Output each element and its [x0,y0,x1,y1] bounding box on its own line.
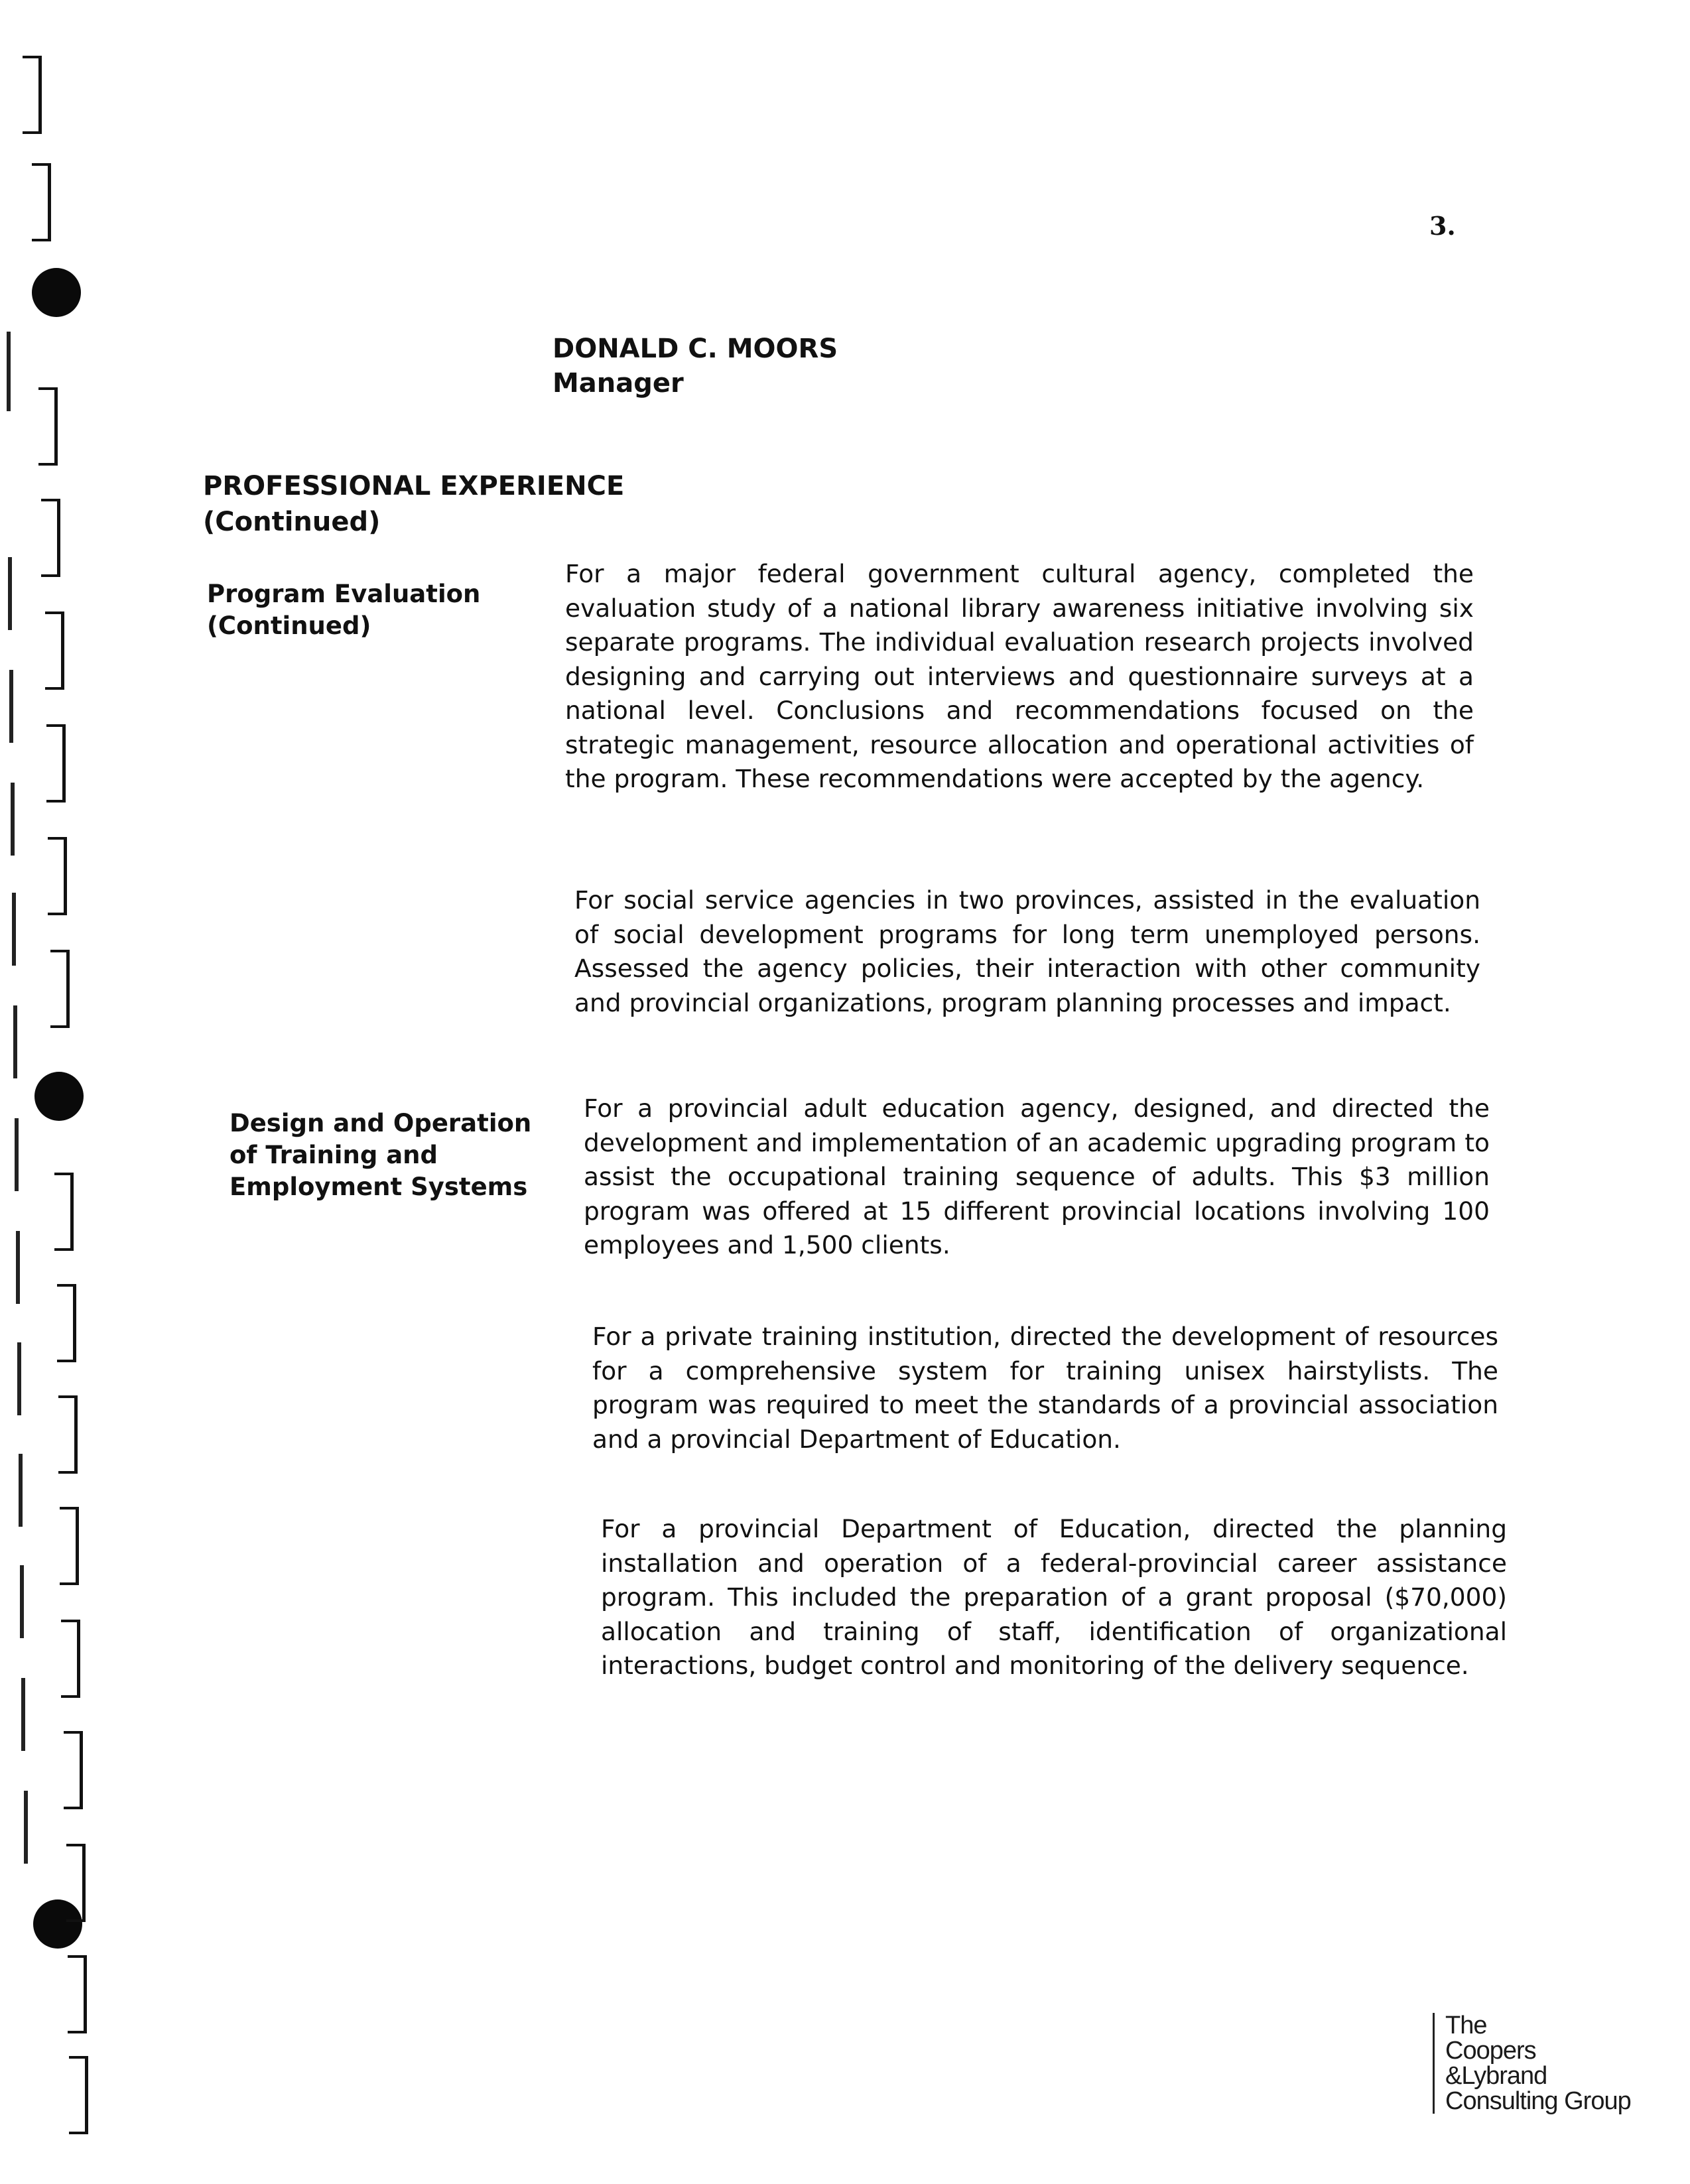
experience-paragraph: For a private training institution, directed the development of resources for a comprehensive system for training unisex hairstylists. The program was required to meet the standards of a provincial association and a provincial Department of Education. [592,1322,1498,1454]
section-title: PROFESSIONAL EXPERIENCE [203,471,625,501]
subsection-label-line: Design and Operation [229,1109,532,1137]
person-header [552,332,838,401]
person-name: DONALD C. MOORS [552,334,838,364]
page-number: 3. [1429,211,1456,241]
subsection-label-training-systems [229,1108,531,1203]
margin-tick [24,1791,28,1864]
margin-bracket [58,1395,78,1474]
margin-bracket [38,387,58,466]
margin-bracket [61,1620,80,1698]
margin-bracket [32,163,51,241]
experience-paragraph: For a major federal government cultural agency, completed the evaluation study of a national library awareness initiative involving six separate programs. The individual evaluation research projects involved designing and carrying out interviews and questionnaire surveys at a national level. Conclusions and recommendations focused on the strategic management, resource allocation and operational activities of the program. These recommendations were accepted by the agency. [565,559,1474,793]
margin-bracket [57,1284,76,1362]
margin-tick [19,1454,23,1527]
margin-tick [21,1678,25,1751]
logo-line: Consulting Group [1445,2087,1631,2115]
margin-bracket [23,56,42,134]
margin-tick [9,670,13,743]
subsection-label-line: (Continued) [207,611,371,640]
margin-tick [7,332,11,411]
logo-line: The [1445,2012,1487,2039]
margin-tick [13,1005,17,1078]
margin-bracket [54,1173,74,1251]
binder-hole-middle [34,1072,84,1121]
subsection-label-line: Program Evaluation [207,580,481,608]
experience-paragraph: For a provincial adult education agency, designed, and directed the development and implementation of an academic upgrading program to assist the occupational training sequence of adults. This $3 million program was offered at 15 different provincial locations involving 100 employees and 1,500 clients. [584,1094,1490,1259]
subsection-label-line: of Training and [229,1141,438,1169]
binder-hole-top [32,268,81,317]
section-title-note: (Continued) [203,507,381,537]
margin-tick [17,1342,21,1415]
margin-bracket [41,499,60,577]
margin-tick [8,557,12,630]
logo-line: &Lybrand [1445,2062,1547,2090]
subsection-label-line: Employment Systems [229,1173,528,1201]
margin-bracket [45,611,64,690]
logo-line: Coopers [1445,2037,1536,2065]
section-heading [203,468,624,540]
person-title: Manager [552,368,684,399]
margin-tick [15,1118,19,1191]
margin-bracket [60,1507,79,1585]
experience-paragraph: For social service agencies in two provinces, assisted in the evaluation of social development programs for long term unemployed persons. Assessed the agency policies, their interaction with other community and provincial organizations, program planning processes and impact. [574,885,1480,1017]
margin-tick [20,1565,24,1638]
margin-bracket [64,1731,83,1809]
margin-bracket [46,724,66,803]
margin-bracket [48,837,67,915]
margin-bracket [69,2056,88,2134]
margin-bracket [68,1955,87,2033]
margin-tick [11,783,15,856]
experience-paragraph: For a provincial Department of Education, directed the planning installation and operation of a federal-provincial career assistance program. This included the preparation of a grant proposal ($70,000) allocation and training of staff, identification of organizational interactions, budget control and monitoring of the delivery sequence. [601,1514,1507,1680]
margin-tick [12,893,16,966]
subsection-label-program-evaluation [207,578,480,642]
company-logo [1433,2013,1631,2114]
margin-tick [16,1231,20,1304]
margin-bracket [66,1844,86,1922]
margin-bracket [50,950,70,1028]
